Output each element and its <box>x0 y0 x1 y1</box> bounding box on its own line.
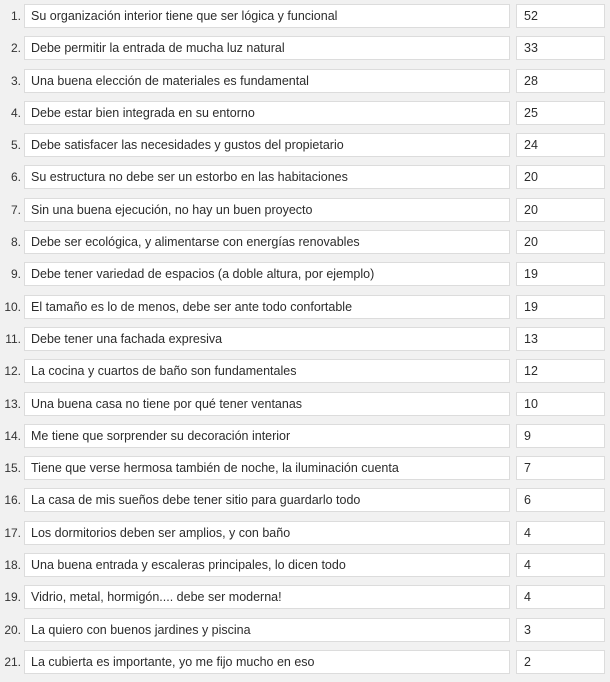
row-number: 8. <box>10 235 21 250</box>
list-row <box>0 69 610 101</box>
answer-field[interactable]: Debe tener variedad de espacios (a doble altura, por ejemplo) <box>24 262 510 286</box>
row-number: 17. <box>4 525 21 540</box>
list-row <box>0 585 610 617</box>
votes-field[interactable]: 33 <box>516 36 605 60</box>
answer-field[interactable]: Tiene que verse hermosa también de noche, la iluminación cuenta <box>24 456 510 480</box>
answer-field[interactable]: Vidrio, metal, hormigón.... debe ser moderna! <box>24 585 510 609</box>
answer-field[interactable]: Su organización interior tiene que ser lógica y funcional <box>24 4 510 28</box>
row-number: 19. <box>4 590 21 605</box>
votes-field[interactable]: 4 <box>516 553 605 577</box>
votes-field[interactable]: 10 <box>516 392 605 416</box>
votes-field[interactable]: 13 <box>516 327 605 351</box>
answer-field[interactable]: La casa de mis sueños debe tener sitio para guardarlo todo <box>24 488 510 512</box>
list-row <box>0 392 610 424</box>
answer-field[interactable]: Debe permitir la entrada de mucha luz natural <box>24 36 510 60</box>
list-row <box>0 4 610 36</box>
list-row <box>0 165 610 197</box>
row-number: 3. <box>10 73 21 88</box>
row-number: 9. <box>10 267 21 282</box>
row-number: 15. <box>4 461 21 476</box>
list-row <box>0 295 610 327</box>
answer-field[interactable]: La cubierta es importante, yo me fijo mucho en eso <box>24 650 510 674</box>
list-row <box>0 456 610 488</box>
row-number: 7. <box>10 202 21 217</box>
list-row <box>0 359 610 391</box>
votes-field[interactable]: 4 <box>516 521 605 545</box>
list-row <box>0 327 610 359</box>
row-number: 21. <box>4 654 21 669</box>
votes-field[interactable]: 4 <box>516 585 605 609</box>
answer-field[interactable]: La quiero con buenos jardines y piscina <box>24 618 510 642</box>
votes-field[interactable]: 25 <box>516 101 605 125</box>
list-row <box>0 133 610 165</box>
votes-field[interactable]: 7 <box>516 456 605 480</box>
row-number: 12. <box>4 364 21 379</box>
row-number: 6. <box>10 170 21 185</box>
answer-field[interactable]: Sin una buena ejecución, no hay un buen proyecto <box>24 198 510 222</box>
votes-field[interactable]: 6 <box>516 488 605 512</box>
votes-field[interactable]: 20 <box>516 165 605 189</box>
answer-field[interactable]: Una buena entrada y escaleras principales, lo dicen todo <box>24 553 510 577</box>
answer-field[interactable]: Me tiene que sorprender su decoración interior <box>24 424 510 448</box>
list-row <box>0 230 610 262</box>
answer-field[interactable]: Debe estar bien integrada en su entorno <box>24 101 510 125</box>
votes-field[interactable]: 2 <box>516 650 605 674</box>
votes-field[interactable]: 19 <box>516 295 605 319</box>
list-row <box>0 424 610 456</box>
answer-field[interactable]: El tamaño es lo de menos, debe ser ante todo confortable <box>24 295 510 319</box>
row-number: 18. <box>4 558 21 573</box>
list-row <box>0 262 610 294</box>
list-row <box>0 198 610 230</box>
row-number: 5. <box>10 138 21 153</box>
answer-field[interactable]: Debe tener una fachada expresiva <box>24 327 510 351</box>
row-number: 11. <box>5 331 21 346</box>
answer-field[interactable]: Debe satisfacer las necesidades y gustos del propietario <box>24 133 510 157</box>
votes-field[interactable]: 9 <box>516 424 605 448</box>
row-number: 2. <box>10 41 21 56</box>
list-row <box>0 36 610 68</box>
votes-field[interactable]: 20 <box>516 230 605 254</box>
row-number: 10. <box>4 299 21 314</box>
votes-field[interactable]: 12 <box>516 359 605 383</box>
votes-field[interactable]: 52 <box>516 4 605 28</box>
row-number: 1. <box>10 9 21 23</box>
votes-field[interactable]: 20 <box>516 198 605 222</box>
list-row <box>0 553 610 585</box>
row-number: 20. <box>4 622 21 637</box>
answer-field[interactable]: Una buena elección de materiales es fundamental <box>24 69 510 93</box>
answer-field[interactable]: Los dormitorios deben ser amplios, y con baño <box>24 521 510 545</box>
list-row <box>0 650 610 682</box>
list-row <box>0 488 610 520</box>
row-number: 13. <box>4 396 21 411</box>
list-row <box>0 618 610 650</box>
row-number: 4. <box>10 105 21 120</box>
row-number: 14. <box>4 428 21 443</box>
answer-field[interactable]: Debe ser ecológica, y alimentarse con energías renovables <box>24 230 510 254</box>
answer-field[interactable]: Una buena casa no tiene por qué tener ventanas <box>24 392 510 416</box>
answer-field[interactable]: Su estructura no debe ser un estorbo en las habitaciones <box>24 165 510 189</box>
list-row <box>0 521 610 553</box>
votes-field[interactable]: 3 <box>516 618 605 642</box>
votes-field[interactable]: 28 <box>516 69 605 93</box>
answer-field[interactable]: La cocina y cuartos de baño son fundamentales <box>24 359 510 383</box>
list-row <box>0 101 610 133</box>
row-number: 16. <box>4 493 21 508</box>
votes-field[interactable]: 19 <box>516 262 605 286</box>
votes-field[interactable]: 24 <box>516 133 605 157</box>
